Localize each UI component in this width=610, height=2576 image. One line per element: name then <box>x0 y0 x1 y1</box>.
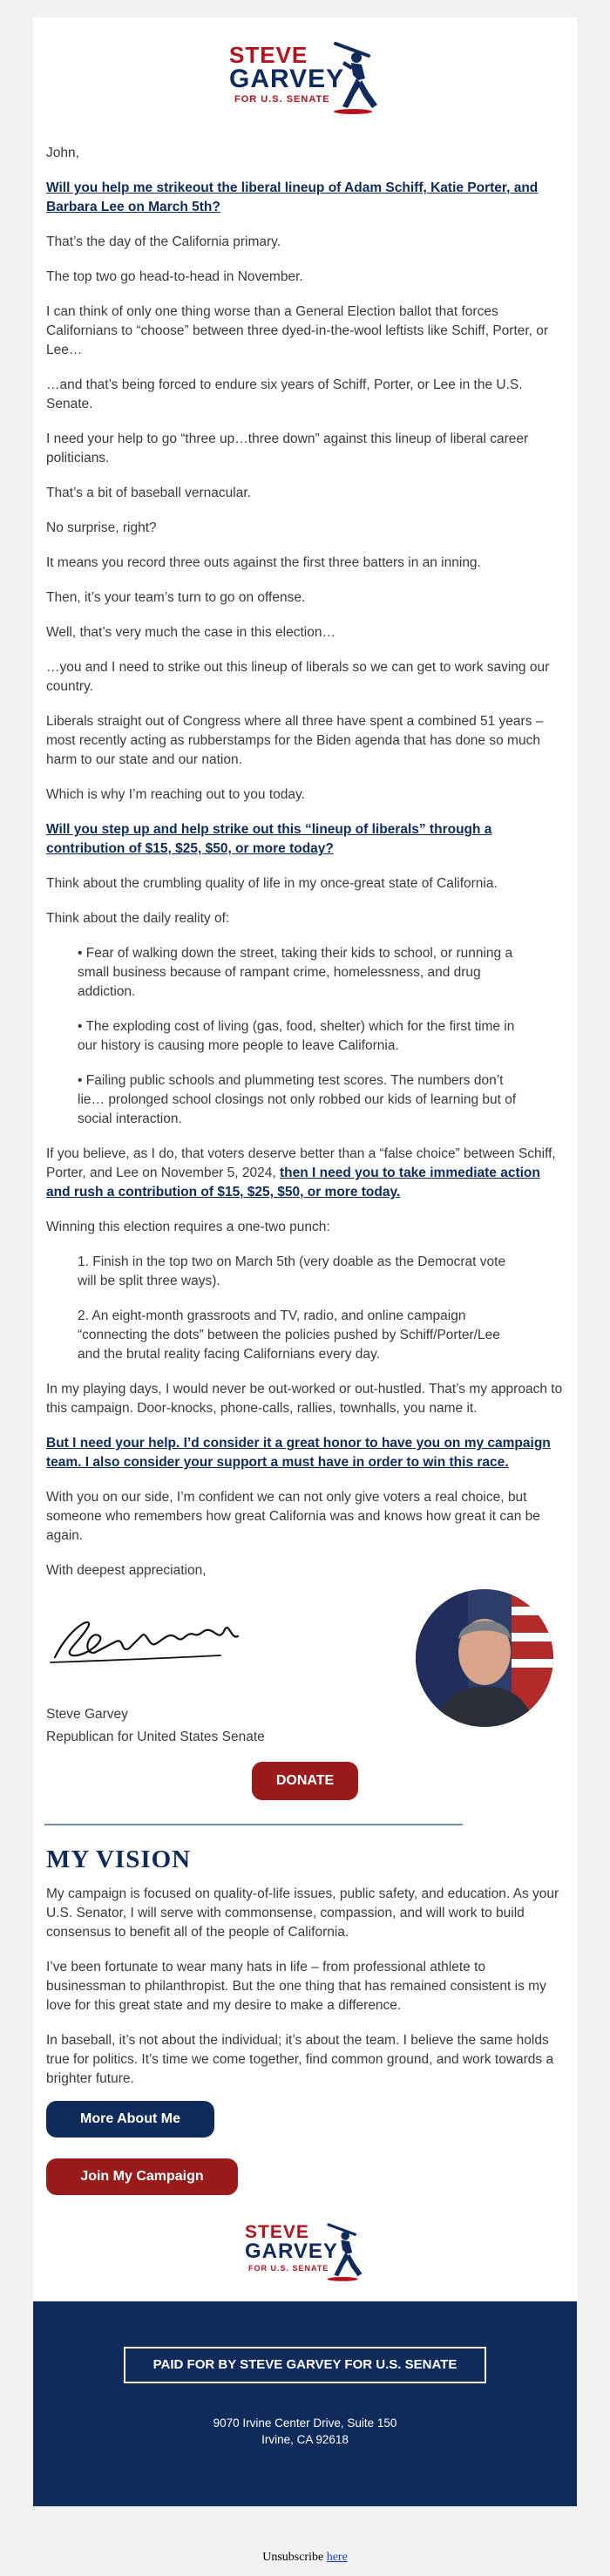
unsubscribe-text: Unsubscribe <box>262 2551 324 2564</box>
letter-body <box>33 118 577 1800</box>
unsubscribe-line <box>0 2550 610 2566</box>
signature-image <box>46 1605 247 1675</box>
paragraph: In my playing days, I would never be out-worked or out-hustled. That’s my approach to this campaign. Door-knocks, phone-calls, rallies, townhalls, you name it. <box>46 1382 563 1416</box>
paragraph: That’s a bit of baseball vernacular. <box>46 486 251 500</box>
immediate-action-link[interactable]: then I need you to take immediate action and rush a contribution of $15, $25, $50, or more today. <box>46 1166 540 1200</box>
paragraph: My campaign is focused on quality-of-life issues, public safety, and education. As your U.S. Senator, I will serve with commonsense, compassion, and will work to build consensus to benefit all of the people of California. <box>46 1886 559 1940</box>
list-item: • Fear of walking down the street, taking their kids to school, or running a small business because of rampant crime, homelessness, and drug addiction. <box>78 946 513 999</box>
paragraph: Liberals straight out of Congress where all three have spent a combined 51 years – most recently acting as rubberstamps for the Biden agenda that has done so much harm to our state and our nation. <box>46 714 544 767</box>
unsubscribe-link[interactable]: here <box>326 2551 348 2564</box>
signer-name: Steve Garvey <box>46 1707 128 1722</box>
paragraph: It means you record three outs against the first three batters in an inning. <box>46 555 481 570</box>
more-about-me-button[interactable]: More About Me <box>46 2101 214 2138</box>
paragraph: Which is why I’m reaching out to you today. <box>46 787 305 802</box>
list-item: • Failing public schools and plummeting test scores. The numbers don’t lie… prolonged school closings not only robbed our kids of learning but of social interaction. <box>78 1073 517 1126</box>
vision-heading: MY VISION <box>46 1845 192 1873</box>
paragraph: No surprise, right? <box>46 520 157 535</box>
vision-section <box>33 1825 577 2195</box>
logo-line-3: FOR U.S. SENATE <box>248 2264 329 2273</box>
address-line-1: 9070 Irvine Center Drive, Suite 150 <box>213 2416 397 2430</box>
mailing-address <box>33 2415 577 2448</box>
strikeout-lineup-link[interactable]: Will you help me strikeout the liberal lineup of Adam Schiff, Katie Porter, and Barbara Lee on March 5th? <box>46 180 539 214</box>
paragraph: I’ve been fortunate to wear many hats in life – from professional athlete to businessman to philanthropist. But the one thing that has remained consistent is my love for this great state and my desire to make a difference. <box>46 1960 546 2013</box>
list-item: 1. Finish in the top two on March 5th (very doable as the Democrat vote will be split three ways). <box>78 1254 506 1288</box>
paragraph: With you on our side, I’m confident we can not only give voters a real choice, but someone who remembers how great California was and knows how great it can be again. <box>46 1490 540 1543</box>
footer-logo[interactable] <box>240 2218 370 2284</box>
paid-for-disclaimer: PAID FOR BY STEVE GARVEY FOR U.S. SENATE <box>124 2347 486 2383</box>
paragraph: Well, that’s very much the case in this election… <box>46 625 336 640</box>
paragraph <box>46 1145 564 1202</box>
paragraph-text: If you believe, as I do, that voters deserve better than a “false choice” between Schiff, Porter, and Lee on November 5, 2024, <box>46 1146 556 1180</box>
paragraph: In baseball, it’s not about the individual; it’s about the team. I believe the same holds true for politics. It’s time we come together, find common ground, and work towards a brighter future. <box>46 2033 554 2086</box>
logo-line-1: STEVE <box>245 2222 309 2242</box>
paragraph: The top two go head-to-head in November. <box>46 269 303 284</box>
batter-silhouette-icon <box>315 2218 370 2284</box>
paragraph: That’s the day of the California primary. <box>46 234 281 249</box>
logo-line-1: STEVE <box>229 42 308 68</box>
paragraph: Think about the crumbling quality of life in my once-great state of California. <box>46 876 498 891</box>
paragraph: …and that’s being forced to endure six years of Schiff, Porter, or Lee in the U.S. Senate. <box>46 377 523 411</box>
paragraph: Think about the daily reality of: <box>46 911 230 926</box>
list-item: 2. An eight-month grassroots and TV, radio, and online campaign “connecting the dots” between the policies pushed by Schiff/Porter/Lee and the brutal reality facing Californians every day. <box>78 1308 500 1362</box>
logo-line-3: FOR U.S. SENATE <box>234 94 330 105</box>
paragraph: I can think of only one thing worse than a General Election ballot that forces Californians to “choose” between three dyed-in-the-wool leftists like Schiff, Porter, or Lee… <box>46 304 549 357</box>
portrait-image <box>416 1589 553 1727</box>
campaign-logo[interactable] <box>222 35 388 118</box>
join-campaign-button[interactable]: Join My Campaign <box>46 2158 238 2195</box>
campaign-team-link[interactable]: But I need your help. I’d consider it a great honor to have you on my campaign team. I also consider your support a must have in order to win this race. <box>46 1436 551 1470</box>
candidate-photo <box>416 1589 553 1727</box>
signature-block <box>46 1596 564 1805</box>
paragraph: Winning this election requires a one-two punch: <box>46 1220 330 1234</box>
paragraph: Then, it’s your team’s turn to go on offense. <box>46 590 306 605</box>
one-two-punch-list <box>46 1253 564 1364</box>
daily-reality-list <box>46 944 564 1129</box>
signer-title: Republican for United States Senate <box>46 1730 265 1744</box>
logo-line-2: GARVEY <box>229 65 345 93</box>
greeting: John, <box>46 146 79 160</box>
email-card <box>33 17 577 2506</box>
footer <box>33 2301 577 2506</box>
paragraph: …you and I need to strike out this lineup of liberals so we can get to work saving our country. <box>46 660 550 694</box>
donate-button[interactable]: DONATE <box>252 1762 358 1800</box>
batter-silhouette-icon <box>318 35 388 118</box>
contribution-link[interactable]: Will you step up and help strike out this “lineup of liberals” through a contribution of $15, $25, $50, or more today? <box>46 822 492 856</box>
logo-line-2: GARVEY <box>245 2240 338 2263</box>
closing: With deepest appreciation, <box>46 1563 207 1578</box>
paragraph: I need your help to go “three up…three down” against this lineup of liberal career politicians. <box>46 432 529 466</box>
address-line-2: Irvine, CA 92618 <box>261 2433 349 2446</box>
list-item: • The exploding cost of living (gas, food, shelter) which for the first time in our history is causing more people to leave California. <box>78 1019 515 1053</box>
